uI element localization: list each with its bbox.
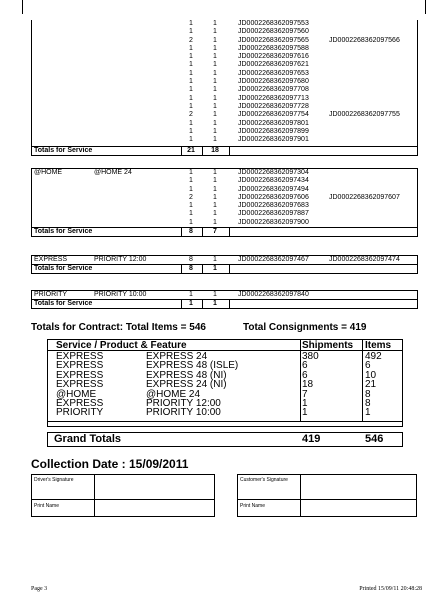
- total-count-a: 8: [189, 265, 193, 273]
- block-consignment: JD0002268362097606: [238, 193, 309, 201]
- total-count-b: 18: [211, 146, 219, 154]
- driver-signature-label: Driver's Signature: [34, 477, 74, 483]
- summary-items: 8: [365, 388, 371, 400]
- contract-consignments-total: Total Consignments = 419: [243, 322, 367, 333]
- summary-divider-shipments: [300, 340, 301, 421]
- customer-box-rule: [238, 499, 416, 500]
- table-row: [32, 53, 417, 61]
- summary-service: EXPRESS: [56, 379, 104, 391]
- table-row: [32, 37, 417, 45]
- block-consignment: JD0002268362097588: [238, 44, 309, 52]
- total-count-a: 8: [189, 228, 193, 236]
- block-count-b: 1: [213, 169, 217, 176]
- totals-column-rule: [181, 300, 182, 308]
- consignment-block: [31, 20, 418, 156]
- grand-label: Grand Totals: [54, 433, 122, 445]
- grand-shipments: 419: [302, 433, 321, 445]
- block-count-b: 1: [213, 119, 217, 127]
- block-count-a: 2: [189, 193, 193, 201]
- block-count-a: 1: [189, 202, 193, 210]
- summary-shipments: 1: [302, 398, 308, 409]
- block-count-a: 1: [189, 78, 193, 86]
- footer-printed-stamp: Printed 15/09/11 20:48:28: [359, 586, 422, 592]
- summary-bottom-rule: [48, 421, 402, 422]
- block-consignment: JD0002268362097899: [238, 127, 309, 135]
- table-row: [32, 20, 417, 28]
- block-count-b: 1: [213, 256, 217, 263]
- collection-date: Collection Date : 15/09/2011: [31, 457, 189, 471]
- block-count-a: 1: [189, 61, 193, 69]
- summary-shipments: 6: [302, 369, 308, 381]
- summary-header: [48, 340, 402, 351]
- block-consignment: JD0002268362097304: [238, 169, 309, 176]
- block-consignment: JD0002268362097683: [238, 202, 309, 210]
- block-count-b: 1: [213, 193, 217, 201]
- block-count-a: 2: [189, 111, 193, 119]
- block-count-b: 1: [213, 53, 217, 61]
- block-count-a: 1: [189, 94, 193, 102]
- block-count-a: 2: [189, 36, 193, 44]
- customer-signature-box: [237, 474, 417, 517]
- block-count-b: 1: [213, 291, 217, 298]
- totals-label: Totals for Service: [34, 228, 93, 236]
- summary-divider-items: [362, 340, 363, 421]
- summary-product: EXPRESS 48 (NI): [146, 369, 227, 381]
- block-consignment: JD0002268362097653: [238, 69, 309, 77]
- block-consignment: JD0002268362097616: [238, 53, 309, 61]
- block-count-a: 1: [189, 136, 193, 144]
- table-row: [32, 103, 417, 111]
- total-count-a: 1: [189, 300, 193, 308]
- block-consignment: JD0002268362097708: [238, 86, 309, 94]
- table-row: [32, 291, 417, 299]
- summary-items: 10: [365, 369, 377, 381]
- block-count-b: 1: [213, 111, 217, 119]
- summary-product: PRIORITY 10:00: [146, 407, 221, 419]
- block-count-b: 1: [213, 36, 217, 44]
- driver-print-label: Print Name: [34, 503, 60, 509]
- table-row: [48, 380, 402, 389]
- table-row: [32, 61, 417, 69]
- service-totals-row: [31, 147, 418, 156]
- table-row: [32, 136, 417, 144]
- block-count-b: 1: [213, 177, 217, 185]
- block-consignment: JD0002268362097680: [238, 78, 309, 86]
- summary-items: 6: [365, 360, 371, 372]
- customer-print-label: Print Name: [240, 503, 266, 509]
- block-count-b: 1: [213, 78, 217, 86]
- consignment-block: [31, 168, 418, 237]
- block-consignment: JD0002268362097900: [238, 218, 309, 226]
- block-count-a: 1: [189, 127, 193, 135]
- table-row: [48, 408, 402, 417]
- block-count-a: 1: [189, 177, 193, 185]
- block-count-a: 1: [189, 69, 193, 77]
- block-consignment: JD0002268362097560: [238, 28, 309, 36]
- totals-column-rule: [181, 147, 182, 155]
- driver-signature-box: [31, 474, 215, 517]
- summary-service: @HOME: [56, 388, 97, 400]
- block-product: @HOME 24: [94, 169, 132, 176]
- block-consignment-extra: JD0002268362097566: [329, 36, 400, 44]
- consignment-block: [31, 290, 418, 309]
- table-row: [32, 186, 417, 194]
- block-product: PRIORITY 10:00: [94, 291, 147, 298]
- block-service: EXPRESS: [34, 256, 68, 263]
- table-row: [32, 256, 417, 264]
- summary-items: 8: [365, 398, 371, 409]
- block-count-a: 1: [189, 169, 193, 176]
- page-edge-left: [22, 0, 23, 14]
- table-row: [32, 177, 417, 185]
- service-totals-row: [31, 228, 418, 237]
- totals-column-rule: [181, 265, 182, 273]
- page-edge-right: [425, 0, 426, 14]
- block-count-b: 1: [213, 210, 217, 218]
- grand-totals: [47, 432, 403, 447]
- block-consignment: JD0002268362097494: [238, 185, 309, 193]
- summary-shipments: 380: [302, 351, 319, 362]
- table-row: [32, 111, 417, 119]
- table-row: [32, 210, 417, 218]
- summary-items: 21: [365, 379, 377, 391]
- block-count-a: 1: [189, 53, 193, 61]
- block-consignment: JD0002268362097713: [238, 94, 309, 102]
- totals-column-rule: [202, 265, 203, 273]
- block-count-b: 1: [213, 136, 217, 144]
- block-consignment: JD0002268362097565: [238, 36, 309, 44]
- summary-product: EXPRESS 48 (ISLE): [146, 360, 239, 372]
- header-service: Service / Product & Feature: [56, 340, 187, 351]
- block-consignment: JD0002268362097901: [238, 136, 309, 144]
- block-count-a: 1: [189, 102, 193, 110]
- summary-service: EXPRESS: [56, 369, 104, 381]
- block-consignment: JD0002268362097887: [238, 210, 309, 218]
- summary-table: [47, 339, 403, 427]
- totals-column-rule: [229, 300, 230, 308]
- summary-shipments: 7: [302, 388, 308, 400]
- table-row: [32, 202, 417, 210]
- block-rows: [31, 290, 418, 300]
- totals-label: Totals for Service: [34, 300, 93, 308]
- table-row: [32, 70, 417, 78]
- block-consignment: JD0002268362097467: [238, 256, 309, 263]
- table-row: [32, 45, 417, 53]
- table-row: [32, 28, 417, 36]
- consignment-block: [31, 255, 418, 274]
- block-count-a: 1: [189, 291, 193, 298]
- total-count-b: 1: [213, 300, 217, 308]
- block-count-a: 1: [189, 210, 193, 218]
- block-count-b: 1: [213, 86, 217, 94]
- driver-box-divider: [94, 475, 95, 516]
- block-rows: [31, 20, 418, 147]
- table-row: [32, 78, 417, 86]
- block-consignment: JD0002268362097621: [238, 61, 309, 69]
- grand-items: 546: [365, 433, 384, 445]
- block-count-b: 1: [213, 69, 217, 77]
- block-count-a: 1: [189, 218, 193, 226]
- totals-column-rule: [202, 228, 203, 236]
- block-consignment: JD0002268362097434: [238, 177, 309, 185]
- summary-product: EXPRESS 24: [146, 351, 208, 362]
- service-totals-row: [31, 265, 418, 274]
- block-consignment-extra: JD0002268362097607: [329, 193, 400, 201]
- block-rows: [31, 168, 418, 228]
- summary-product: EXPRESS 24 (NI): [146, 379, 227, 391]
- block-product: PRIORITY 12:00: [94, 256, 147, 263]
- block-count-a: 1: [189, 119, 193, 127]
- table-row: [32, 128, 417, 136]
- totals-column-rule: [181, 228, 182, 236]
- block-consignment: JD0002268362097840: [238, 291, 309, 298]
- summary-service: EXPRESS: [56, 360, 104, 372]
- block-consignment: JD0002268362097728: [238, 102, 309, 110]
- table-row: [32, 169, 417, 177]
- summary-shipments: 1: [302, 407, 308, 419]
- header-items: Items: [365, 340, 392, 351]
- table-row: [32, 120, 417, 128]
- header-shipments: Shipments: [302, 340, 354, 351]
- block-consignment: JD0002268362097754: [238, 111, 309, 119]
- block-rows: [31, 255, 418, 265]
- totals-column-rule: [229, 265, 230, 273]
- block-count-b: 1: [213, 94, 217, 102]
- summary-service: PRIORITY: [56, 407, 104, 419]
- totals-column-rule: [202, 300, 203, 308]
- customer-signature-label: Customer's Signature: [240, 477, 288, 483]
- block-count-b: 1: [213, 202, 217, 210]
- summary-shipments: 6: [302, 360, 308, 372]
- summary-shipments: 18: [302, 379, 314, 391]
- block-consignment: JD0002268362097801: [238, 119, 309, 127]
- summary-product: @HOME 24: [146, 388, 201, 400]
- block-count-b: 1: [213, 218, 217, 226]
- block-count-a: 1: [189, 185, 193, 193]
- total-count-a: 21: [187, 146, 195, 154]
- summary-service: EXPRESS: [56, 351, 104, 362]
- summary-service: EXPRESS: [56, 398, 104, 409]
- total-count-b: 1: [213, 265, 217, 273]
- contract-items-total: Totals for Contract: Total Items = 546: [31, 322, 206, 333]
- customer-box-divider: [300, 475, 301, 516]
- total-count-b: 7: [213, 228, 217, 236]
- table-row: [32, 86, 417, 94]
- block-service: PRIORITY: [34, 291, 68, 298]
- summary-items: 1: [365, 407, 371, 419]
- block-count-a: 8: [189, 256, 193, 263]
- block-count-b: 1: [213, 61, 217, 69]
- block-count-b: 1: [213, 20, 217, 27]
- block-count-a: 1: [189, 20, 193, 27]
- block-count-b: 1: [213, 28, 217, 36]
- totals-column-rule: [229, 147, 230, 155]
- footer-page-number: Page 3: [31, 586, 48, 592]
- service-totals-row: [31, 300, 418, 309]
- table-row: [32, 194, 417, 202]
- totals-label: Totals for Service: [34, 146, 93, 154]
- table-row: [32, 95, 417, 103]
- table-row: [32, 219, 417, 227]
- block-count-a: 1: [189, 28, 193, 36]
- block-consignment-extra: JD0002268362097755: [329, 111, 400, 119]
- summary-product: PRIORITY 12:00: [146, 398, 221, 409]
- summary-items: 492: [365, 351, 382, 362]
- block-count-b: 1: [213, 127, 217, 135]
- driver-box-rule: [32, 499, 214, 500]
- block-count-a: 1: [189, 86, 193, 94]
- block-count-b: 1: [213, 44, 217, 52]
- block-consignment: JD0002268362097553: [238, 20, 309, 27]
- block-consignment-extra: JD0002268362097474: [329, 256, 400, 263]
- block-count-b: 1: [213, 185, 217, 193]
- block-count-a: 1: [189, 44, 193, 52]
- totals-column-rule: [229, 228, 230, 236]
- totals-column-rule: [202, 147, 203, 155]
- totals-label: Totals for Service: [34, 265, 93, 273]
- block-service: @HOME: [34, 169, 63, 176]
- block-count-b: 1: [213, 102, 217, 110]
